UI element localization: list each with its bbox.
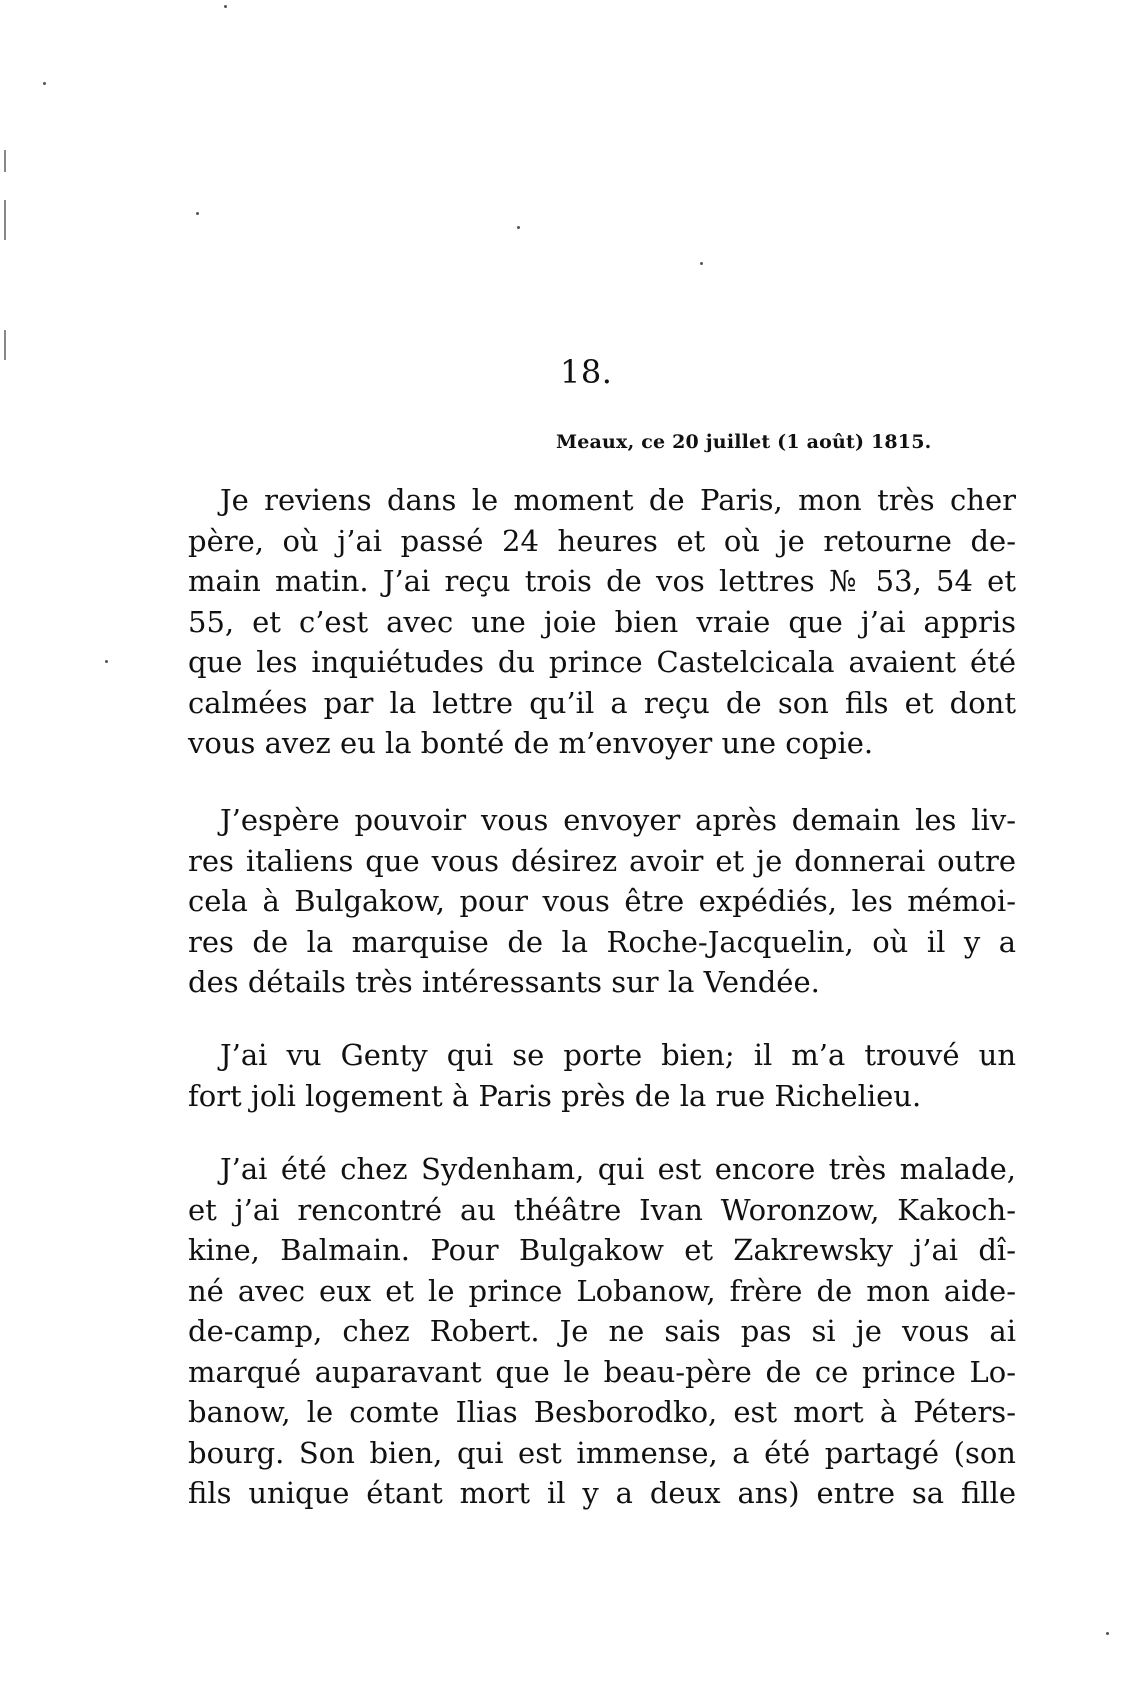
text-line: J’ai vu Genty qui se porte bien; il m’a trouvé un — [220, 1038, 1016, 1072]
letter-number: 18. — [560, 353, 613, 391]
paragraph-1 — [188, 480, 1016, 764]
text-line: calmées par la lettre qu’il a reçu de son fils et dont — [188, 685, 1016, 720]
text-line: et j’ai rencontré au théâtre Ivan Woronzow, Kakoch- — [188, 1192, 1016, 1227]
text-line: J’espère pouvoir vous envoyer après demain les liv- — [220, 803, 1016, 837]
text-line: main matin. J’ai reçu trois de vos lettres № 53, 54 et — [188, 564, 1016, 598]
scan-edge-mark — [4, 330, 6, 360]
text-line: banow, le comte Ilias Besborodko, est mort à Péters- — [188, 1395, 1016, 1429]
text-line: res italiens que vous désirez avoir et je donnerai outre — [188, 843, 1016, 878]
scan-speck — [105, 660, 108, 663]
text-line: fils unique étant mort il y a deux ans) entre sa fille — [188, 1476, 1016, 1510]
text-line: 55, et c’est avec une joie bien vraie que j’ai appris — [188, 604, 1016, 639]
scan-speck — [224, 5, 227, 8]
scan-edge-mark — [4, 200, 6, 240]
text-line: des détails très intéressants sur la Vendée. — [188, 965, 820, 999]
text-line: cela à Bulgakow, pour vous être expédiés, les mémoi- — [188, 884, 1016, 918]
scan-speck — [43, 82, 46, 85]
text-line: père, où j’ai passé 24 heures et où je retourne de- — [188, 523, 1016, 558]
text-line: res de la marquise de la Roche-Jacquelin, où il y a — [188, 924, 1016, 959]
text-line: vous avez eu la bonté de m’envoyer une copie. — [188, 726, 874, 760]
text-line: né avec eux et le prince Lobanow, frère de mon aide- — [188, 1273, 1016, 1308]
dateline: Meaux, ce 20 juillet (1 août) 1815. — [556, 431, 932, 453]
text-line: Je reviens dans le moment de Paris, mon très cher — [220, 483, 1016, 517]
paragraph-3 — [188, 1035, 1016, 1116]
text-line: marqué auparavant que le beau-père de ce prince Lo- — [188, 1354, 1016, 1389]
text-line: kine, Balmain. Pour Bulgakow et Zakrewsky j’ai dî- — [188, 1233, 1016, 1267]
paragraph-2 — [188, 800, 1016, 1003]
scan-speck — [1106, 1632, 1109, 1635]
scan-edge-mark — [4, 150, 6, 172]
text-line: J’ai été chez Sydenham, qui est encore très malade, — [220, 1152, 1016, 1186]
text-line: de-camp, chez Robert. Je ne sais pas si je vous ai — [188, 1314, 1016, 1348]
text-line: que les inquiétudes du prince Castelcicala avaient été — [188, 645, 1016, 679]
text-line: fort joli logement à Paris près de la rue Richelieu. — [188, 1078, 922, 1113]
scan-speck — [517, 226, 520, 229]
paragraph-4 — [188, 1149, 1016, 1514]
scan-speck — [700, 262, 703, 265]
text-line: bourg. Son bien, qui est immense, a été partagé (son — [188, 1435, 1016, 1470]
scan-speck — [196, 212, 199, 215]
